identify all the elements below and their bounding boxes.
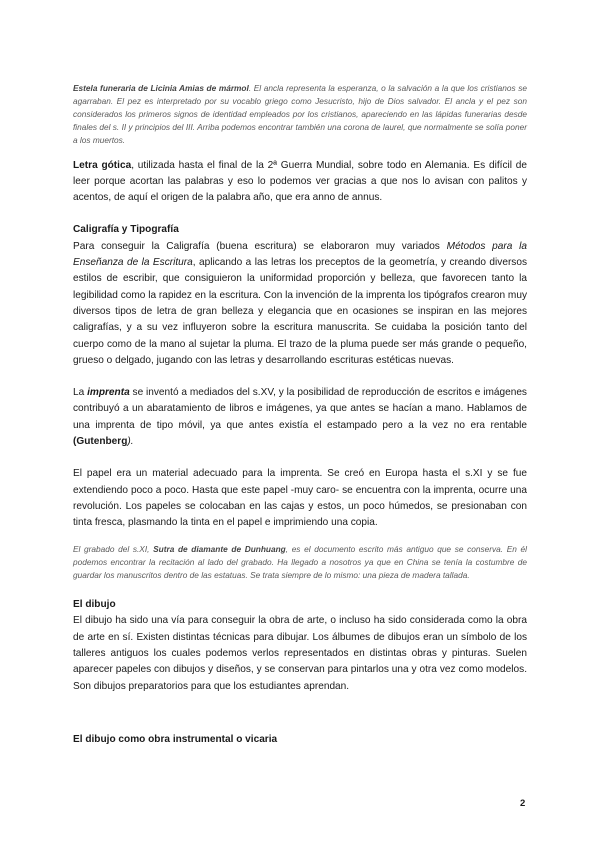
caligrafia-text-2: , aplicando a las letras los preceptos de la geometría, y creando diversos estilos de escribir, que consiguieron la uniformidad proporción y belleza, que favorecen tanto la legibilidad como la rapidez en la escritura. Con la invención de la imprenta los tipógrafos crearon muy diversos tipos de letra de gran belleza y elegancia que en ocasiones se inspiran en las mejores caligrafías, y a su vez influyeron sobre la escritura manuscrita. Se cuidaba la posición tanto del cuerpo como de la mano al sujetar la pluma. El trazo de la pluma puede ser más grande o pequeño, grueso o delgado, jugando con las letras y desarrollando escrituras estéticas nuevas. [73, 257, 528, 366]
term-imprenta: imprenta [87, 387, 130, 399]
paragraph-caligrafia [73, 239, 527, 369]
document-page [73, 82, 527, 748]
caligrafia-text-1: Para conseguir la Caligrafía (buena escritura) se elaboraron muy variados [73, 240, 447, 252]
caption-sutra-text-2: , es el documento escrito más antiguo que se conserva. En él podemos encontrar la recitación al lado del grabado. Ha llegado a nosotros ya que en China se tenía la costumbre de guardar los manuscritos dentro de las estatuas. Se trata siempre de lo mismo: una pieza de madera tallada. [73, 544, 527, 581]
heading-dibujo: El dibujo [73, 599, 116, 611]
caption-estela-text: . El ancla representa la esperanza, o la salvación a la que los cristianos se agarraban. El pez es interpretado por su vocablo griego como Jesucristo, hijo de Dios salvador. El ancla y el pez son considerados los primeros signos de identidad empleados por los cristianos, apareciendo en las lápidas funerarias desde finales del s. II y principios del III. Arriba podemos encontrar también una corona de laurel, que normalmente se solía poner a los muertos. [73, 83, 527, 145]
heading-caligrafia: Caligrafía y Tipografía [73, 224, 179, 236]
imprenta-text-end: ). [127, 435, 134, 447]
imprenta-text-1: La [73, 387, 88, 399]
paragraph-imprenta [73, 385, 527, 450]
caption-sutra-title: Sutra de diamante de Dunhuang [153, 544, 286, 555]
imprenta-text-2: se inventó a mediados del s.XV, y la posibilidad de reproducción de escritos e imágenes contribuyó a un abaratamiento de libros e imágenes, ya que antes se hacían a mano. Hablamos de una imprenta de tipo móvil, ya que antes existía el estampado pero a la vez no era rentable [73, 387, 527, 431]
paragraph-papel: El papel era un material adecuado para la imprenta. Se creó en Europa hasta el s.XI y se fue extendiendo poco a poco. Hasta que este papel -muy caro- se encuentra con la imprenta, ocurre una revolución. Los papeles se colocaban en las cajas y estos, un poco húmedos, se presionaban con tinta fresca, plasmando la tinta en el papel e imprimiendo una copia. [73, 468, 527, 529]
caption-estela-title: Estela funeraria de Licinia Amias de mármol [73, 83, 249, 93]
page-number: 2 [520, 798, 526, 809]
term-gutenberg: (Gutenberg [73, 435, 128, 447]
heading-dibujo-instrumental: El dibujo como obra instrumental o vicaria [73, 733, 278, 745]
caption-sutra-text-1: El grabado del s.XI, [73, 544, 154, 555]
caption-sutra [73, 543, 527, 582]
letra-gotica-text: , utilizada hasta el final de la 2ª Guerra Mundial, sobre todo en Alemania. Es difícil de leer porque acortan las palabras y eso lo podemos ver gracias a que nos lo avisan con palitos y acentos, de aquí el origen de la palabra año, que era anno de annus. [73, 159, 527, 204]
paragraph-letra-gotica [73, 158, 527, 207]
caption-estela [73, 82, 527, 147]
term-letra-gotica: Letra gótica [73, 159, 132, 171]
caligrafia-book-title: Métodos para la Enseñanza de la Escritura [73, 240, 528, 269]
paragraph-dibujo: El dibujo ha sido una vía para conseguir la obra de arte, o incluso ha sido considerada como la obra de arte en sí. Existen distintas técnicas para dibujar. Los álbumes de dibujos eran un símbolo de los talleres antiguos los cuales podemos verlos representados en distintas obras y pinturas. Suelen aparecer papeles con dibujos y diseños, y se conservan para pintarlos una y otra vez como modelos. Son dibujos preparatorios para que los estudiantes aprendan. [73, 615, 527, 692]
